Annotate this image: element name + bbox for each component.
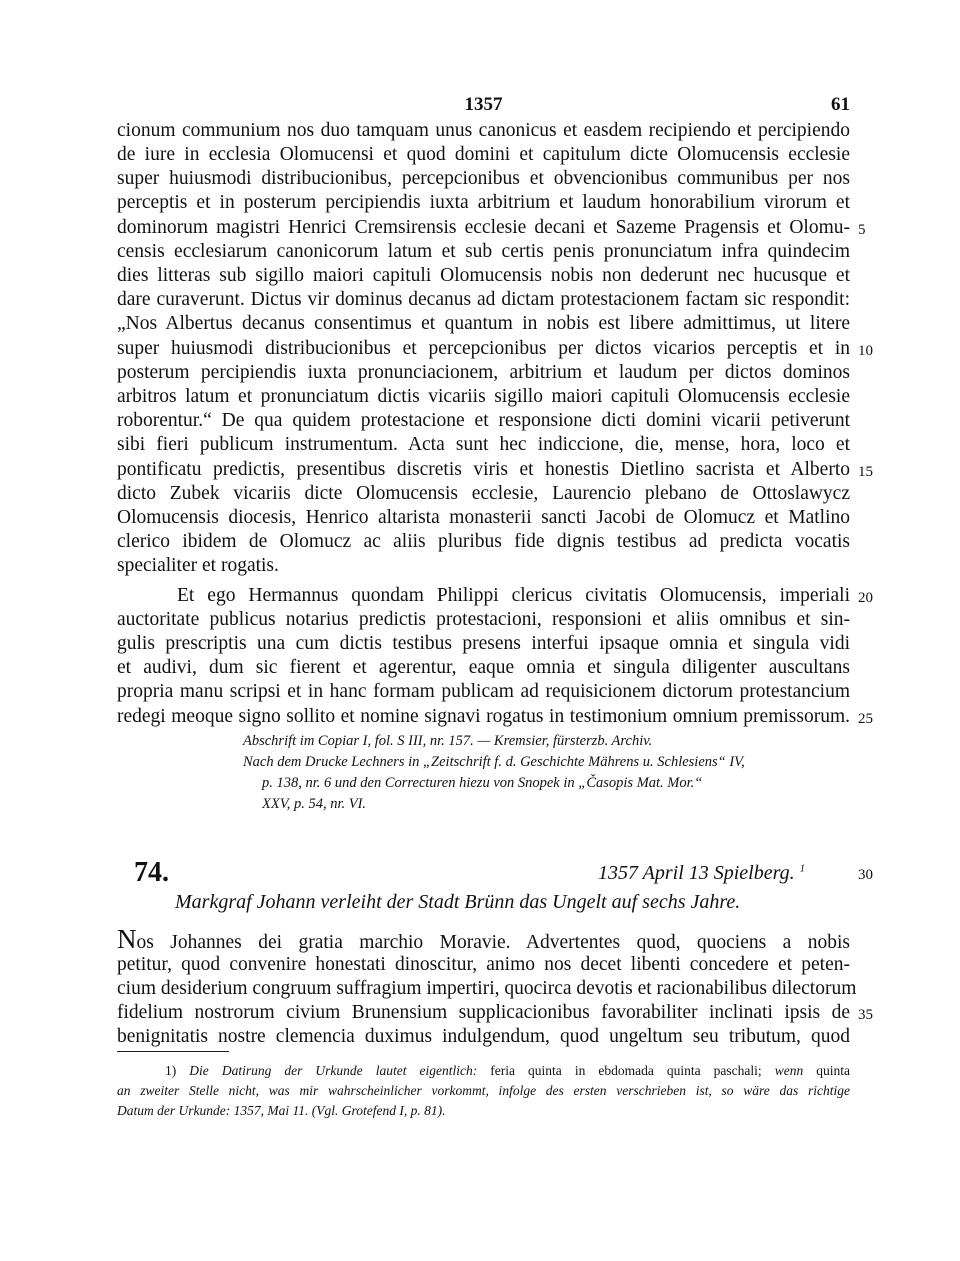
text-line: clerico ibidem de Olomucz ac aliis pluribus fide dignis testibus ad predicta vocatis bbox=[117, 531, 850, 552]
text-line: specialiter et rogatis. bbox=[117, 555, 279, 576]
text-line: pontificatu predictis, presentibus discretis viris et honestis Dietlino sacrista et Alberto bbox=[117, 459, 850, 480]
text-line: „Nos Albertus decanus consentimus et quantum in nobis est libere admittimus, ut litere bbox=[117, 313, 850, 334]
text-line: super huiusmodi distribucionibus et percepcionibus per dictos vicarios perceptis et in bbox=[117, 338, 850, 359]
text-line: censis ecclesiarum canonicorum latum et sub certis penis pronunciatum infra quindecim bbox=[117, 241, 850, 262]
text-line: cium desiderium congruum suffragium impertiri, quocirca devotis et racionabilibus dilectorum bbox=[117, 978, 857, 999]
page-header bbox=[117, 94, 850, 118]
source-note: Nach dem Drucke Lechners in „Zeitschrift f. d. Geschichte Mährens u. Schlesiens“ IV, bbox=[243, 754, 745, 770]
text-line: roborentur.“ De qua quidem protestacione et responsione dicti domini vicarii petiverunt bbox=[117, 410, 850, 431]
document-date-text: 1357 April 13 Spielberg. bbox=[598, 862, 795, 884]
footnote-rule bbox=[117, 1051, 229, 1052]
text-line: dies litteras sub sigillo maiori capituli Olomucensis nobis non dederunt nec hucusque et bbox=[117, 265, 850, 286]
text-line: super huiusmodi distribucionibus, percepcionibus et obvencionibus communibus per nos bbox=[117, 168, 850, 189]
text-line: perceptis et in posterum percipiendis iuxta arbitrium et laudum honorabilium virorum et bbox=[117, 192, 850, 213]
document-number: 74. bbox=[134, 857, 169, 888]
document-regest: Markgraf Johann verleiht der Stadt Brünn das Ungelt auf sechs Jahre. bbox=[175, 891, 741, 913]
text-line: benignitatis nostre clemencia duximus indulgendum, quod ungeltum seu tributum, quod bbox=[117, 1026, 850, 1047]
text-line-rest: os Johannes dei gratia marchio Moravie. Advertentes quod, quociens a nobis bbox=[136, 932, 850, 953]
footnote-reference: 1 bbox=[799, 862, 806, 875]
footnote-text: wenn bbox=[774, 1063, 804, 1078]
footnote-quote: quinta bbox=[816, 1063, 851, 1078]
text-line bbox=[117, 926, 850, 956]
text-line: de iure in ecclesia Olomucensi et quod domini et capitulum dicte Olomucensis ecclesie bbox=[117, 144, 850, 165]
text-line: et audivi, dum sic fierent et agerentur, eaque omnia et singula diligenter auscultans bbox=[117, 657, 850, 678]
source-note: Abschrift im Copiar I, fol. S III, nr. 157. — Kremsier, fürsterzb. Archiv. bbox=[243, 733, 653, 749]
document-date bbox=[598, 862, 805, 885]
margin-line-number: 35 bbox=[858, 1007, 873, 1023]
text-line: auctoritate publicus notarius predictis protestacioni, responsioni et aliis omnibus et sin- bbox=[117, 609, 850, 630]
text-line: dare curaverunt. Dictus vir dominus decanus ad dictam protestacionem factam sic respondit: bbox=[117, 289, 850, 310]
footnote-quote: feria quinta in ebdomada quinta paschali; bbox=[490, 1063, 762, 1078]
margin-line-number: 5 bbox=[858, 222, 866, 238]
text-line: propria manu scripsi et in hanc formam publicam ad requisicionem dictorum protestancium bbox=[117, 681, 850, 702]
margin-line-number: 20 bbox=[858, 590, 873, 606]
header-year: 1357 bbox=[464, 94, 503, 115]
text-line: arbitros latum et pronunciatum dictis vicariis sigillo maiori capituli Olomucensis ecclesie bbox=[117, 386, 850, 407]
text-line: posterum percipiendis iuxta pronunciacionem, arbitrium et laudum per dictos dominos bbox=[117, 362, 850, 383]
footnote-line: an zweiter Stelle nicht, was mir wahrscheinlicher vorkommt, infolge des ersten verschrieben ist, so wäre das richtige bbox=[117, 1083, 850, 1098]
text-line: redegi meoque signo sollito et nomine signavi rogatus in testimonium omnium premissorum. bbox=[117, 706, 850, 727]
footnote-text: Die Datirung der Urkunde lautet eigentlich: bbox=[189, 1063, 478, 1078]
text-line: gulis prescriptis una cum dictis testibus presens interfui ipsaque omnia et singula vidi bbox=[117, 633, 850, 654]
margin-line-number: 15 bbox=[858, 464, 873, 480]
footnote-line: Datum der Urkunde: 1357, Mai 11. (Vgl. Grotefend I, p. 81). bbox=[117, 1103, 446, 1118]
text-line: dominorum magistri Henrici Cremsirensis ecclesie decani et Sazeme Pragensis et Olomu- bbox=[117, 217, 850, 238]
text-line: petitur, quod convenire honestati dinoscitur, animo nos decet libenti concedere et peten- bbox=[117, 954, 850, 975]
text-line: Et ego Hermannus quondam Philippi clericus civitatis Olomucensis, imperiali bbox=[177, 585, 850, 606]
text-line: sibi fieri publicum instrumentum. Acta sunt hec indiccione, die, mense, hora, loco et bbox=[117, 434, 850, 455]
margin-line-number: 25 bbox=[858, 711, 873, 727]
source-note: XXV, p. 54, nr. VI. bbox=[262, 796, 367, 812]
text-line: dicto Zubek vicariis dicte Olomucensis ecclesie, Laurencio plebano de Ottoslawycz bbox=[117, 483, 850, 504]
initial-letter: N bbox=[117, 924, 137, 954]
source-note: p. 138, nr. 6 und den Correcturen hiezu von Snopek in „Časopis Mat. Mor.“ bbox=[262, 775, 703, 791]
text-line: cionum communium nos duo tamquam unus canonicus et easdem recipiendo et percipiendo bbox=[117, 120, 850, 141]
text-line: Olomucensis diocesis, Henrico altarista monasterii sancti Jacobi de Olomucz et Matlino bbox=[117, 507, 850, 528]
page-number: 61 bbox=[831, 94, 850, 115]
footnote-marker: 1) bbox=[165, 1063, 177, 1078]
footnote-line bbox=[117, 1061, 850, 1081]
margin-line-number: 10 bbox=[858, 343, 873, 359]
text-line: fidelium nostrorum civium Brunensium supplicacionibus favorabiliter inclinati ipsis de bbox=[117, 1002, 850, 1023]
margin-line-number: 30 bbox=[858, 867, 873, 883]
